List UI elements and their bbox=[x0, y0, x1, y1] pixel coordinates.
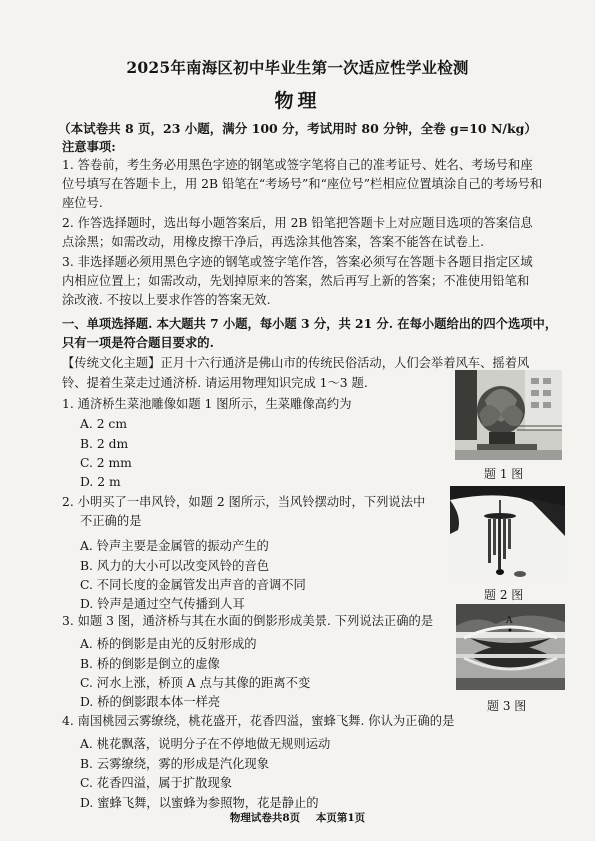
notes-line: 位号填写在答题卡上，用 2B 铅笔在“考场号”和“座位号”栏相应位置填涂自己的考场号和 bbox=[62, 177, 543, 191]
theme-intro: 【传统文化主题】正月十六行通济是佛山市的传统民俗活动，人们会举着风车、摇着风 bbox=[62, 356, 530, 370]
question-3-option-d: D. 桥的倒影跟本体一样亮 bbox=[80, 695, 221, 709]
exam-title: 2025年南海区初中毕业生第一次适应性学业检测 bbox=[126, 58, 469, 77]
figure-1-photo bbox=[455, 370, 562, 460]
notes-line: 点涂黑；如需改动，用橡皮擦干净后，再选涂其他答案，答案不能答在试卷上. bbox=[62, 235, 485, 249]
question-4-option-a: A. 桃花飘落，说明分子在不停地做无规则运动 bbox=[80, 737, 331, 751]
question-3-stem: 3. 如题 3 图，通济桥与其在水面的倒影形成美景. 下列说法正确的是 bbox=[62, 614, 434, 628]
footer-page-number: 本页第1页 bbox=[315, 812, 366, 824]
figure-3-caption: 题 3 图 bbox=[487, 699, 527, 713]
question-1-option-b: B. 2 dm bbox=[80, 437, 129, 451]
notes-line: 座位号. bbox=[62, 196, 103, 210]
page-footer bbox=[0, 810, 595, 825]
theme-intro: 铃、提着生菜走过通济桥. 请运用物理知识完成 1～3 题. bbox=[62, 376, 368, 390]
question-4-option-d: D. 蜜蜂飞舞，以蜜蜂为参照物，花是静止的 bbox=[80, 796, 319, 810]
question-3-option-c: C. 河水上涨，桥顶 A 点与其像的距离不变 bbox=[80, 676, 311, 690]
exam-subject: 物理 bbox=[274, 90, 321, 112]
question-1-option-c: C. 2 mm bbox=[80, 456, 132, 470]
question-4-option-b: B. 云雾缭绕，雾的形成是汽化现象 bbox=[80, 757, 270, 771]
notes-line: 3. 非选择题必须用黑色字迹的钢笔或签字笔作答，答案必须写在答题卡各题目指定区域 bbox=[62, 255, 533, 269]
question-2-option-c: C. 不同长度的金属管发出声音的音调不同 bbox=[80, 578, 306, 592]
question-2-stem: 2. 小明买了一串风铃，如题 2 图所示，当风铃摆动时，下列说法中 bbox=[62, 495, 426, 509]
question-3-option-a: A. 桥的倒影是由光的反射形成的 bbox=[80, 637, 257, 651]
wind-chime-icon bbox=[450, 486, 565, 578]
question-1-stem: 1. 通济桥生菜池雕像如题 1 图所示，生菜雕像高约为 bbox=[62, 397, 352, 411]
figure-2-caption: 题 2 图 bbox=[484, 588, 524, 602]
question-2-stem-cont: 不正确的是 bbox=[80, 514, 142, 528]
question-3-option-b: B. 桥的倒影是倒立的虚像 bbox=[80, 657, 220, 671]
notes-line: 2. 作答选择题时，选出每小题答案后，用 2B 铅笔把答题卡上对应题目选项的答案信息 bbox=[62, 216, 533, 230]
section-heading: 一、单项选择题. 本大题共 7 小题，每小题 3 分，共 21 分. 在每小题给出的四个选项中， bbox=[62, 316, 558, 331]
figure-1-caption: 题 1 图 bbox=[484, 467, 524, 481]
figure-3-photo bbox=[456, 604, 565, 690]
question-2-option-b: B. 风力的大小可以改变风铃的音色 bbox=[80, 559, 270, 573]
notes-line: 1. 答卷前，考生务必用黑色字迹的钢笔或签字笔将自己的准考证号、姓名、考场号和座 bbox=[62, 158, 533, 172]
question-4-option-c: C. 花香四溢，属于扩散现象 bbox=[80, 776, 233, 790]
question-1-option-d: D. 2 m bbox=[80, 475, 121, 489]
lettuce-sculpture-icon bbox=[455, 370, 562, 460]
footer-total-pages: 物理试卷共8页 bbox=[229, 812, 301, 824]
figure-2-photo bbox=[450, 486, 565, 578]
section-heading-cont: 只有一项是符合题目要求的. bbox=[62, 335, 214, 350]
question-4-stem: 4. 南国桃园云雾缭绕，桃花盛开，花香四溢，蜜蜂飞舞. 你认为正确的是 bbox=[62, 714, 455, 728]
question-2-option-a: A. 铃声主要是金属管的振动产生的 bbox=[80, 539, 269, 553]
question-2-option-d: D. 铃声是通过空气传播到人耳 bbox=[80, 597, 245, 611]
figure-3-point-label: A bbox=[506, 616, 513, 626]
notes-line: 内相应位置上；如需改动，先划掉原来的答案，然后再写上新的答案；不准使用铅笔和 bbox=[62, 274, 530, 288]
question-1-option-a: A. 2 cm bbox=[80, 417, 127, 431]
exam-info: （本试卷共 8 页，23 小题，满分 100 分，考试用时 80 分钟，全卷 g=10 N/kg） bbox=[58, 121, 537, 136]
notes-heading: 注意事项: bbox=[62, 139, 116, 154]
notes-line: 涂改液. 不按以上要求作答的答案无效. bbox=[62, 293, 271, 307]
